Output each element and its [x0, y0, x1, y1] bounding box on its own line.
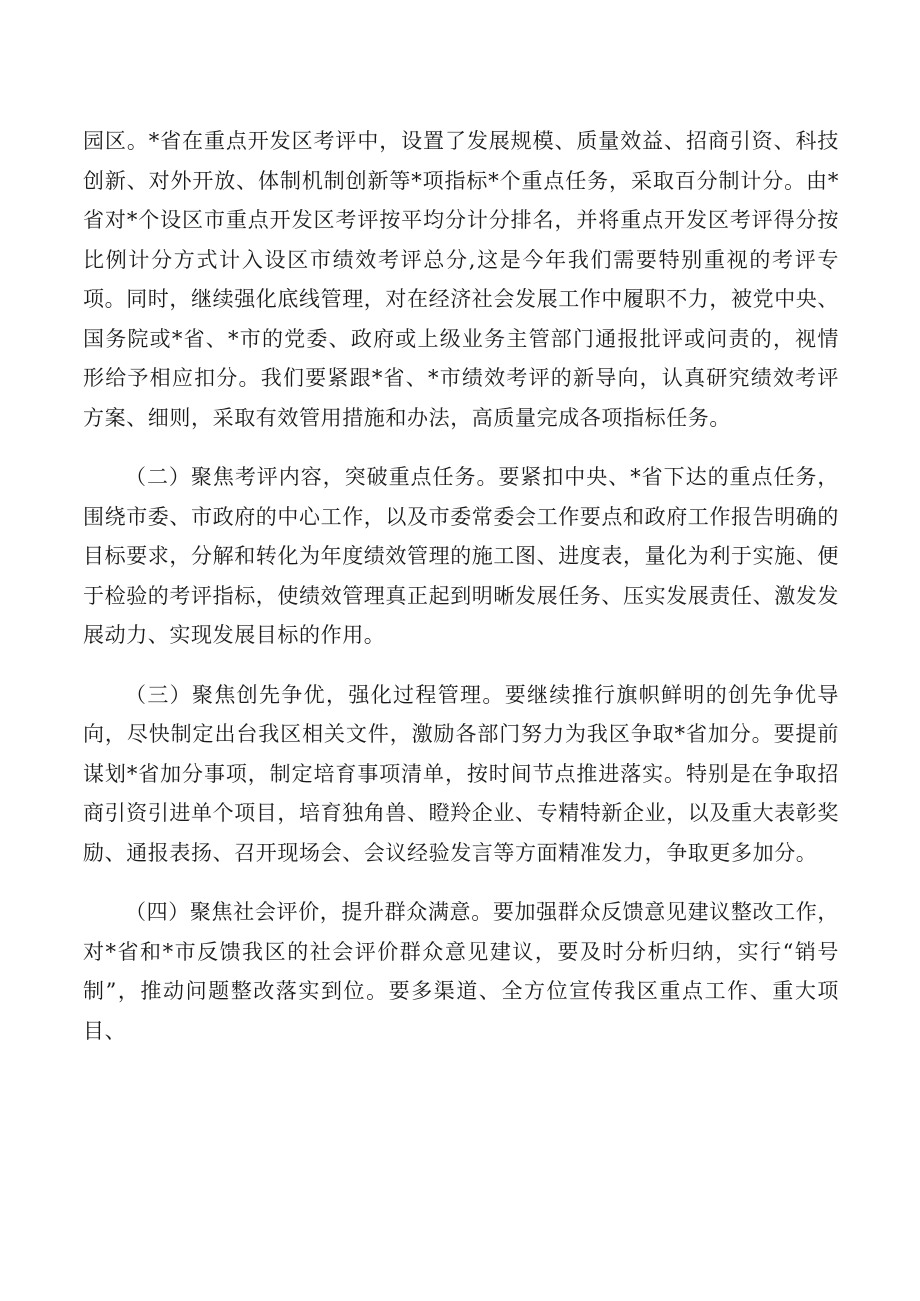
document-body: [83, 122, 839, 1051]
paragraph-section-4: （四）聚焦社会评价，提升群众满意。要加强群众反馈意见建议整改工作，对*省和*市反馈我区的社会评价群众意见建议，要及时分析归纳，实行“销号制”，推动问题整改落实到位。要多渠道、全方位宣传我区重点工作、重大项目、: [83, 900, 839, 1043]
paragraph-continuation: 园区。*省在重点开发区考评中，设置了发展规模、质量效益、招商引资、科技创新、对外开放、体制机制创新等*项指标*个重点任务，采取百分制计分。由*省对*个设区市重点开发区考评按平均分计分排名，并将重点开发区考评得分按比例计分方式计入设区市绩效考评总分,这是今年我们需要特别重视的考评专项。同时，继续强化底线管理，对在经济社会发展工作中履职不力，被党中央、国务院或*省、*市的党委、政府或上级业务主管部门通报批评或问责的，视情形给予相应扣分。我们要紧跟*省、*市绩效考评的新导向，认真研究绩效考评方案、细则，采取有效管用措施和办法，高质量完成各项指标任务。: [83, 129, 839, 430]
paragraph-section-2: （二）聚焦考评内容，突破重点任务。要紧扣中央、*省下达的重点任务，围绕市委、市政府的中心工作，以及市委常委会工作要点和政府工作报告明确的目标要求，分解和转化为年度绩效管理的施工图、进度表，量化为利于实施、便于检验的考评指标，使绩效管理真正起到明晰发展任务、压实发展责任、激发发展动力、实现发展目标的作用。: [83, 465, 839, 647]
paragraph-section-3: （三）聚焦创先争优，强化过程管理。要继续推行旗帜鲜明的创先争优导向，尽快制定出台我区相关文件，激励各部门努力为我区争取*省加分。要提前谋划*省加分事项，制定培育事项清单，按时间节点推进落实。特别是在争取招商引资引进单个项目，培育独角兽、瞪羚企业、专精特新企业，以及重大表彰奖励、通报表扬、召开现场会、会议经验发言等方面精准发力，争取更多加分。: [83, 682, 839, 865]
